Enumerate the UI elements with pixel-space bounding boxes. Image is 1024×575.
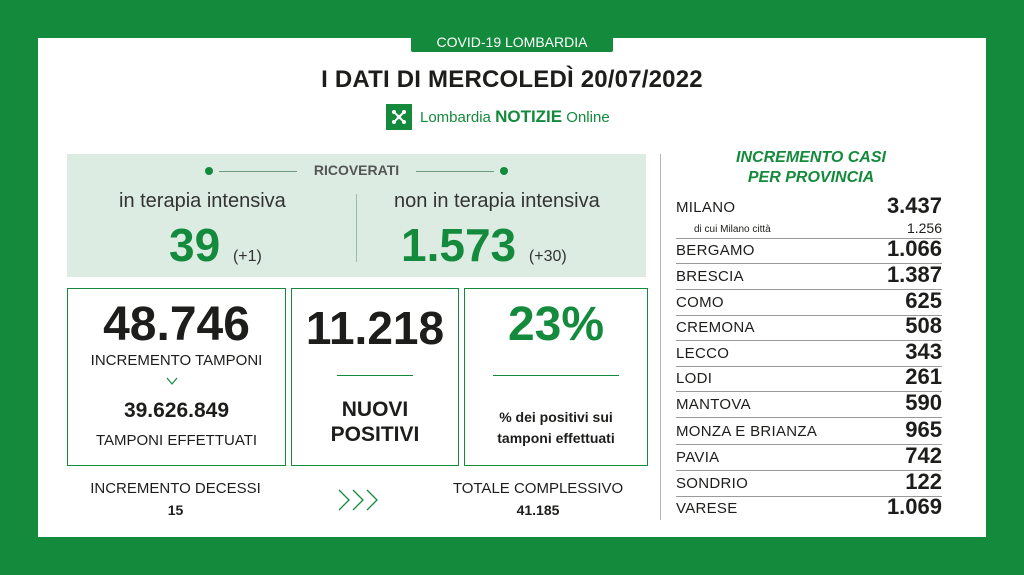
non-intensive-label: non in terapia intensiva xyxy=(394,190,600,212)
tamponi-increment-value: 48.746 xyxy=(103,298,250,351)
logo-text xyxy=(420,107,610,127)
ricoverati-header xyxy=(67,162,646,180)
chevron-down-icon xyxy=(166,375,178,387)
percentuale-value: 23% xyxy=(507,298,605,351)
province-name: CREMONA xyxy=(676,319,755,336)
province-value: 965 xyxy=(905,417,942,442)
province-name: MILANO xyxy=(676,199,736,216)
province-value: 1.069 xyxy=(886,494,942,519)
province-row-bergamo xyxy=(676,238,942,264)
province-name: PAVIA xyxy=(676,449,720,466)
milano-citta-value: 1.256 xyxy=(906,220,942,236)
province-value: 261 xyxy=(905,364,942,389)
percentuale-box xyxy=(464,288,648,466)
header-line-right xyxy=(416,171,494,172)
percentuale-label xyxy=(465,407,647,449)
province-row-lecco xyxy=(676,340,942,367)
page-title: I DATI DI MERCOLEDÌ 20/07/2022 xyxy=(321,66,703,93)
non-intensive-value: 1.573 xyxy=(401,219,517,271)
province-name: LECCO xyxy=(676,345,730,362)
province-row-mantova xyxy=(676,391,942,418)
logo-notizie: NOTIZIE xyxy=(495,107,563,126)
province-row-como xyxy=(676,289,942,316)
province-row-pavia xyxy=(676,444,942,471)
province-name: BERGAMO xyxy=(676,242,755,259)
province-name: LODI xyxy=(676,370,713,387)
intensive-value-group xyxy=(169,218,262,272)
positivi-box xyxy=(291,288,459,466)
positivi-rule xyxy=(337,375,413,376)
intensive-value: 39 xyxy=(169,219,221,271)
province-row-brescia xyxy=(676,263,942,290)
non-intensive-delta: (+30) xyxy=(528,248,567,265)
percentuale-label-line2: tamponi effettuati xyxy=(497,430,615,446)
ricoverati-divider xyxy=(356,194,357,262)
decessi-increment-label: INCREMENTO DECESSI xyxy=(90,480,261,497)
dot-left xyxy=(205,167,213,175)
province-row-cremona xyxy=(676,315,942,341)
intensive-delta: (+1) xyxy=(232,248,262,265)
province-name: MANTOVA xyxy=(676,396,751,413)
province-row-monza xyxy=(676,417,942,445)
province-row-sondrio xyxy=(676,470,942,497)
non-intensive-value-group xyxy=(401,218,567,272)
province-value: 122 xyxy=(905,469,942,494)
positivi-label-line1: NUOVI xyxy=(341,398,409,421)
tamponi-box xyxy=(67,288,286,466)
tamponi-total-label: TAMPONI EFFETTUATI xyxy=(95,432,258,449)
intensive-label: in terapia intensiva xyxy=(119,190,286,212)
triple-chevron-right-icon xyxy=(337,487,383,513)
province-value: 1.387 xyxy=(886,262,942,287)
logo-brand: Lombardia xyxy=(420,109,491,126)
dot-right xyxy=(500,167,508,175)
province-row-varese xyxy=(676,496,942,521)
percentuale-label-line1: % dei positivi sui xyxy=(499,409,613,425)
percentuale-rule xyxy=(493,375,619,376)
logo-online: Online xyxy=(566,109,610,126)
province-value: 1.066 xyxy=(886,236,942,261)
lombardia-notizie-logo xyxy=(386,103,610,131)
province-name: VARESE xyxy=(676,500,738,517)
milano-citta-label: di cui Milano città xyxy=(694,224,771,235)
province-value: 343 xyxy=(905,339,942,364)
province-row-lodi xyxy=(676,366,942,392)
province-divider xyxy=(660,154,661,520)
province-name: BRESCIA xyxy=(676,268,744,285)
province-row-milano xyxy=(676,193,942,220)
province-name: SONDRIO xyxy=(676,475,749,492)
ricoverati-label: RICOVERATI xyxy=(313,162,400,178)
province-value: 508 xyxy=(905,313,942,338)
header-tag: COVID-19 LOMBARDIA xyxy=(411,32,613,52)
lombardia-rose-icon xyxy=(386,104,412,130)
province-title-line1: INCREMENTO CASI xyxy=(736,149,886,166)
header-line-left xyxy=(219,171,297,172)
positivi-value: 11.218 xyxy=(305,302,445,354)
province-value: 742 xyxy=(905,443,942,468)
tamponi-increment-label: INCREMENTO TAMPONI xyxy=(90,352,263,369)
province-value: 625 xyxy=(905,288,942,313)
province-name: COMO xyxy=(676,294,724,311)
decessi-increment-value: 15 xyxy=(167,502,184,518)
ricoverati-panel xyxy=(67,154,646,277)
province-title-line2: PER PROVINCIA xyxy=(747,169,875,186)
positivi-label-line2: POSITIVI xyxy=(330,423,420,446)
province-name: MONZA E BRIANZA xyxy=(676,423,818,440)
decessi-total-value: 41.185 xyxy=(516,502,560,518)
decessi-total-label: TOTALE COMPLESSIVO xyxy=(452,480,624,497)
tamponi-total-value: 39.626.849 xyxy=(123,399,230,422)
province-value: 3.437 xyxy=(886,193,942,218)
positivi-label xyxy=(292,397,458,447)
province-title xyxy=(663,148,959,188)
province-value: 590 xyxy=(905,390,942,415)
